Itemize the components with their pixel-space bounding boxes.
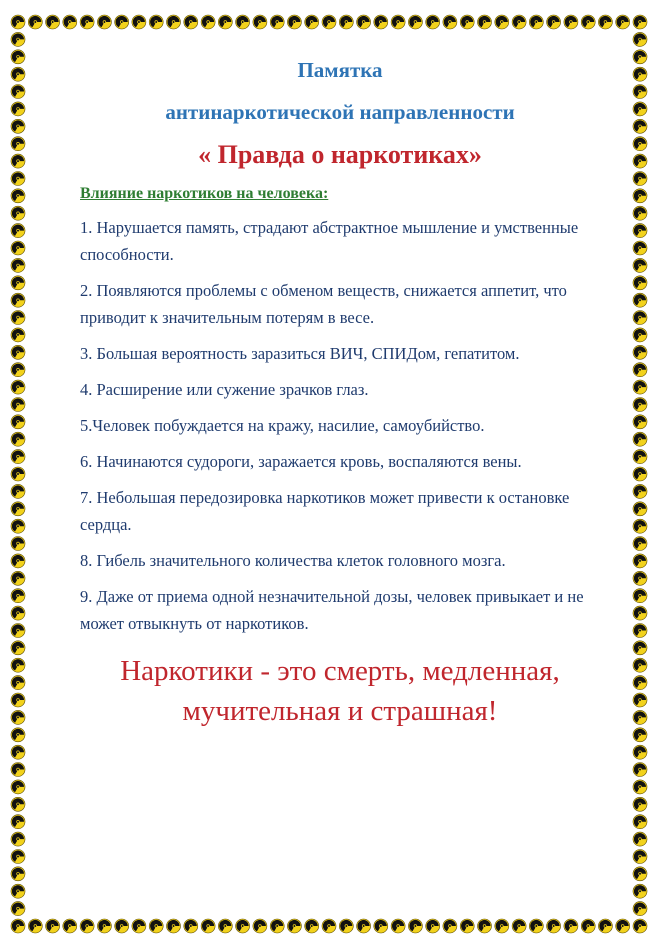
- radiation-icon: [632, 241, 647, 255]
- radiation-icon: [632, 328, 647, 342]
- radiation-icon: [10, 345, 25, 359]
- radiation-icon: [217, 15, 232, 29]
- radiation-icon: [10, 832, 25, 846]
- radiation-icon: [10, 50, 25, 64]
- radiation-icon: [632, 919, 647, 933]
- radiation-icon: [597, 15, 612, 29]
- radiation-icon: [407, 919, 422, 933]
- radiation-icon: [10, 415, 25, 429]
- radiation-icon: [10, 293, 25, 307]
- radiation-icon: [27, 919, 42, 933]
- radiation-icon: [148, 919, 163, 933]
- section-heading: Влияние наркотиков на человека:: [80, 185, 329, 202]
- radiation-icon: [632, 658, 647, 672]
- radiation-icon: [269, 15, 284, 29]
- effects-list: [80, 214, 600, 637]
- radiation-icon: [10, 363, 25, 377]
- radiation-icon: [10, 137, 25, 151]
- radiation-icon: [44, 919, 59, 933]
- radiation-icon: [597, 919, 612, 933]
- list-item: 6. Начинаются судороги, заражается кровь, воспаляются вены.: [80, 452, 522, 471]
- radiation-icon: [338, 15, 353, 29]
- radiation-icon: [632, 710, 647, 724]
- radiation-icon: [632, 850, 647, 864]
- radiation-icon: [200, 15, 215, 29]
- radiation-icon: [165, 15, 180, 29]
- radiation-icon: [545, 15, 560, 29]
- list-item: 1. Нарушается память, страдают абстрактное мышление и умственные способности.: [80, 218, 579, 264]
- radiation-icon: [321, 15, 336, 29]
- radiation-icon: [10, 519, 25, 533]
- radiation-icon: [632, 676, 647, 690]
- radiation-icon: [563, 919, 578, 933]
- radiation-icon: [425, 15, 440, 29]
- radiation-icon: [580, 15, 595, 29]
- radiation-icon: [632, 884, 647, 898]
- radiation-icon: [10, 67, 25, 81]
- radiation-icon: [632, 15, 647, 29]
- radiation-icon: [442, 919, 457, 933]
- radiation-icon: [304, 15, 319, 29]
- radiation-icon: [321, 919, 336, 933]
- radiation-icon: [632, 832, 647, 846]
- radiation-icon: [10, 763, 25, 777]
- radiation-icon: [10, 172, 25, 186]
- radiation-icon: [10, 32, 25, 46]
- list-item: 2. Появляются проблемы с обменом веществ, снижается аппетит, что приводит к значительным потерям в весе.: [80, 281, 567, 327]
- radiation-icon: [632, 745, 647, 759]
- radiation-icon: [234, 919, 249, 933]
- radiation-icon: [10, 797, 25, 811]
- radiation-icon: [632, 85, 647, 99]
- closing-line-1: Наркотики - это смерть, медленная,: [120, 655, 560, 687]
- radiation-icon: [632, 293, 647, 307]
- radiation-icon: [96, 15, 111, 29]
- radiation-icon: [10, 919, 25, 933]
- radiation-icon: [10, 328, 25, 342]
- radiation-icon: [10, 884, 25, 898]
- radiation-icon: [632, 484, 647, 498]
- radiation-icon: [494, 15, 509, 29]
- radiation-icon: [165, 919, 180, 933]
- radiation-icon: [10, 658, 25, 672]
- radiation-icon: [62, 919, 77, 933]
- radiation-icon: [632, 224, 647, 238]
- list-item: 8. Гибель значительного количества клеток головного мозга.: [80, 551, 506, 570]
- radiation-icon: [632, 519, 647, 533]
- radiation-icon: [10, 624, 25, 638]
- radiation-icon: [10, 606, 25, 620]
- radiation-icon: [148, 15, 163, 29]
- radiation-icon: [10, 189, 25, 203]
- radiation-icon: [632, 432, 647, 446]
- radiation-icon: [252, 15, 267, 29]
- radiation-icon: [10, 311, 25, 325]
- list-item: 3. Большая вероятность заразиться ВИЧ, СПИДом, гепатитом.: [80, 344, 520, 363]
- list-item: 4. Расширение или сужение зрачков глаз.: [80, 380, 369, 399]
- radiation-icon: [10, 780, 25, 794]
- radiation-icon: [234, 15, 249, 29]
- radiation-icon: [476, 15, 491, 29]
- radiation-icon: [632, 450, 647, 464]
- list-item: 7. Небольшая передозировка наркотиков может привести к остановке сердца.: [80, 488, 570, 534]
- radiation-icon: [615, 15, 630, 29]
- radiation-icon: [355, 919, 370, 933]
- radiation-icon: [511, 15, 526, 29]
- radiation-icon: [632, 206, 647, 220]
- radiation-icon: [10, 745, 25, 759]
- radiation-icon: [10, 815, 25, 829]
- radiation-icon: [632, 624, 647, 638]
- radiation-icon: [10, 867, 25, 881]
- radiation-icon: [286, 919, 301, 933]
- radiation-icon: [632, 415, 647, 429]
- radiation-icon: [390, 15, 405, 29]
- radiation-icon: [476, 919, 491, 933]
- radiation-icon: [442, 15, 457, 29]
- radiation-icon: [10, 484, 25, 498]
- radiation-icon: [10, 571, 25, 585]
- radiation-icon: [10, 85, 25, 99]
- radiation-icon: [632, 32, 647, 46]
- radiation-icon: [131, 919, 146, 933]
- radiation-icon: [632, 641, 647, 655]
- closing-line-2: мучительная и страшная!: [182, 695, 498, 727]
- radiation-icon: [632, 902, 647, 916]
- radiation-icon: [10, 398, 25, 412]
- radiation-icon: [459, 15, 474, 29]
- radiation-icon: [615, 919, 630, 933]
- radiation-icon: [183, 15, 198, 29]
- list-item: 9. Даже от приема одной незначительной дозы, человек привыкает и не может отвыкнуть от наркотиков.: [80, 587, 584, 633]
- radiation-icon: [407, 15, 422, 29]
- radiation-icon: [632, 554, 647, 568]
- radiation-icon: [632, 363, 647, 377]
- radiation-icon: [632, 50, 647, 64]
- radiation-icon: [10, 15, 25, 29]
- memo-content: [80, 58, 600, 731]
- radiation-icon: [494, 919, 509, 933]
- radiation-icon: [632, 797, 647, 811]
- radiation-icon: [632, 571, 647, 585]
- radiation-icon: [10, 154, 25, 168]
- memo-headline: « Правда о наркотиках»: [198, 140, 482, 169]
- radiation-icon: [632, 589, 647, 603]
- radiation-icon: [10, 432, 25, 446]
- radiation-icon: [79, 15, 94, 29]
- radiation-icon: [632, 189, 647, 203]
- radiation-icon: [632, 502, 647, 516]
- radiation-icon: [10, 276, 25, 290]
- radiation-icon: [373, 15, 388, 29]
- radiation-icon: [632, 815, 647, 829]
- radiation-icon: [632, 606, 647, 620]
- radiation-icon: [252, 919, 267, 933]
- radiation-icon: [425, 919, 440, 933]
- radiation-icon: [528, 919, 543, 933]
- radiation-icon: [10, 119, 25, 133]
- radiation-icon: [563, 15, 578, 29]
- radiation-icon: [44, 15, 59, 29]
- radiation-icon: [10, 380, 25, 394]
- radiation-icon: [373, 919, 388, 933]
- radiation-icon: [114, 919, 129, 933]
- radiation-icon: [62, 15, 77, 29]
- radiation-icon: [632, 345, 647, 359]
- radiation-icon: [338, 919, 353, 933]
- radiation-icon: [114, 15, 129, 29]
- radiation-icon: [632, 693, 647, 707]
- radiation-icon: [10, 502, 25, 516]
- radiation-icon: [632, 172, 647, 186]
- radiation-icon: [10, 676, 25, 690]
- radiation-icon: [269, 919, 284, 933]
- radiation-icon: [10, 850, 25, 864]
- radiation-icon: [10, 537, 25, 551]
- radiation-icon: [10, 450, 25, 464]
- closing-warning: [80, 651, 600, 731]
- memo-subtitle: антинаркотической направленности: [165, 100, 515, 124]
- radiation-icon: [79, 919, 94, 933]
- radiation-icon: [131, 15, 146, 29]
- radiation-icon: [632, 137, 647, 151]
- radiation-icon: [10, 206, 25, 220]
- radiation-icon: [200, 919, 215, 933]
- radiation-icon: [632, 867, 647, 881]
- radiation-icon: [27, 15, 42, 29]
- radiation-icon: [632, 763, 647, 777]
- radiation-icon: [355, 15, 370, 29]
- radiation-icon: [632, 276, 647, 290]
- radiation-icon: [632, 67, 647, 81]
- radiation-icon: [10, 589, 25, 603]
- radiation-icon: [511, 919, 526, 933]
- radiation-icon: [10, 728, 25, 742]
- radiation-icon: [632, 537, 647, 551]
- memo-title: Памятка: [297, 58, 383, 82]
- radiation-icon: [10, 710, 25, 724]
- radiation-icon: [10, 102, 25, 116]
- radiation-icon: [545, 919, 560, 933]
- radiation-icon: [10, 241, 25, 255]
- radiation-icon: [217, 919, 232, 933]
- radiation-icon: [632, 102, 647, 116]
- radiation-icon: [632, 728, 647, 742]
- radiation-icon: [390, 919, 405, 933]
- radiation-icon: [632, 398, 647, 412]
- radiation-icon: [459, 919, 474, 933]
- radiation-icon: [10, 902, 25, 916]
- radiation-icon: [632, 154, 647, 168]
- radiation-icon: [632, 380, 647, 394]
- radiation-icon: [632, 119, 647, 133]
- radiation-icon: [10, 693, 25, 707]
- radiation-icon: [10, 467, 25, 481]
- radiation-icon: [96, 919, 111, 933]
- radiation-icon: [632, 311, 647, 325]
- radiation-icon: [632, 780, 647, 794]
- radiation-icon: [632, 258, 647, 272]
- radiation-icon: [580, 919, 595, 933]
- radiation-icon: [304, 919, 319, 933]
- radiation-icon: [632, 467, 647, 481]
- list-item: 5.Человек побуждается на кражу, насилие, самоубийство.: [80, 416, 485, 435]
- radiation-icon: [528, 15, 543, 29]
- radiation-icon: [10, 258, 25, 272]
- radiation-icon: [286, 15, 301, 29]
- radiation-icon: [183, 919, 198, 933]
- radiation-icon: [10, 641, 25, 655]
- radiation-icon: [10, 224, 25, 238]
- radiation-icon: [10, 554, 25, 568]
